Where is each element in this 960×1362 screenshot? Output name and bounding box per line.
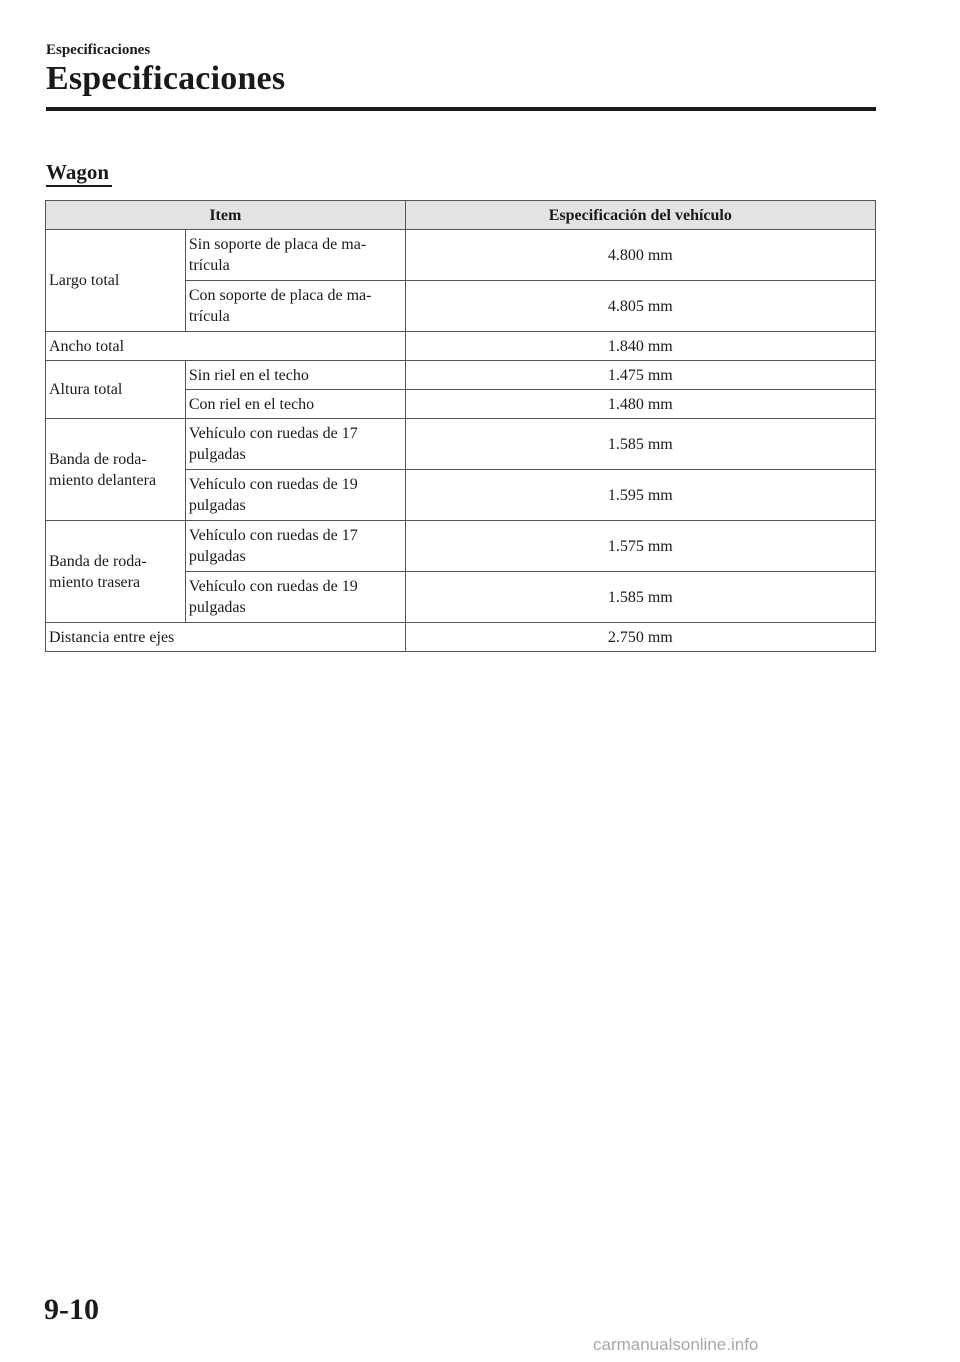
table-row <box>46 623 876 652</box>
row-value: 2.750 mm <box>405 623 875 652</box>
row-sublabel <box>185 521 405 572</box>
row-sublabel <box>185 230 405 281</box>
page-number: 9-10 <box>44 1293 99 1326</box>
sublabel-text: Vehículo con ruedas de 19 pulgadas <box>188 578 358 616</box>
row-label-altura-total: Altura total <box>46 361 186 419</box>
row-sublabel: Con riel en el techo <box>185 390 405 419</box>
row-label-banda-trasera <box>46 521 186 623</box>
section-heading: Wagon <box>46 160 110 184</box>
watermark: carmanualsonline.info <box>593 1335 759 1354</box>
page-title: Especificaciones <box>46 60 286 97</box>
sublabel-text: Sin soporte de placa de ma- trícula <box>188 236 367 274</box>
specifications-table <box>45 200 876 652</box>
row-label-banda-delantera <box>46 419 186 521</box>
sublabel-text: Vehículo con ruedas de 19 pulgadas <box>188 476 358 514</box>
table-row <box>46 361 876 390</box>
row-label-text: Largo total <box>49 272 120 289</box>
header-specification: Especificación del vehículo <box>405 201 875 230</box>
table-row <box>46 521 876 572</box>
header-item: Item <box>46 201 406 230</box>
row-value: 1.480 mm <box>405 390 875 419</box>
table-row <box>46 419 876 470</box>
row-value: 1.585 mm <box>405 419 875 470</box>
table-row <box>46 332 876 361</box>
row-value: 4.805 mm <box>405 281 875 332</box>
row-label-ancho-total: Ancho total <box>46 332 406 361</box>
row-sublabel: Sin riel en el techo <box>185 361 405 390</box>
sublabel-text: Con soporte de placa de ma- trícula <box>188 287 372 325</box>
row-sublabel <box>185 281 405 332</box>
title-divider <box>46 107 876 111</box>
row-sublabel <box>185 419 405 470</box>
row-label-text: Banda de roda- miento delantera <box>49 450 157 489</box>
row-label-distancia-entre-ejes: Distancia entre ejes <box>46 623 406 652</box>
row-label-text: Banda de roda- miento trasera <box>49 552 147 591</box>
row-value: 1.475 mm <box>405 361 875 390</box>
row-value: 4.800 mm <box>405 230 875 281</box>
row-value: 1.595 mm <box>405 470 875 521</box>
row-value: 1.840 mm <box>405 332 875 361</box>
row-label-largo-total <box>46 230 186 332</box>
sublabel-text: Vehículo con ruedas de 17 pulgadas <box>188 425 358 463</box>
row-value: 1.575 mm <box>405 521 875 572</box>
table-row <box>46 230 876 281</box>
breadcrumb: Especificaciones <box>46 42 151 58</box>
row-sublabel <box>185 572 405 623</box>
section-heading-underline <box>46 185 112 187</box>
row-sublabel <box>185 470 405 521</box>
table-header-row <box>46 201 876 230</box>
row-value: 1.585 mm <box>405 572 875 623</box>
sublabel-text: Vehículo con ruedas de 17 pulgadas <box>188 527 358 565</box>
